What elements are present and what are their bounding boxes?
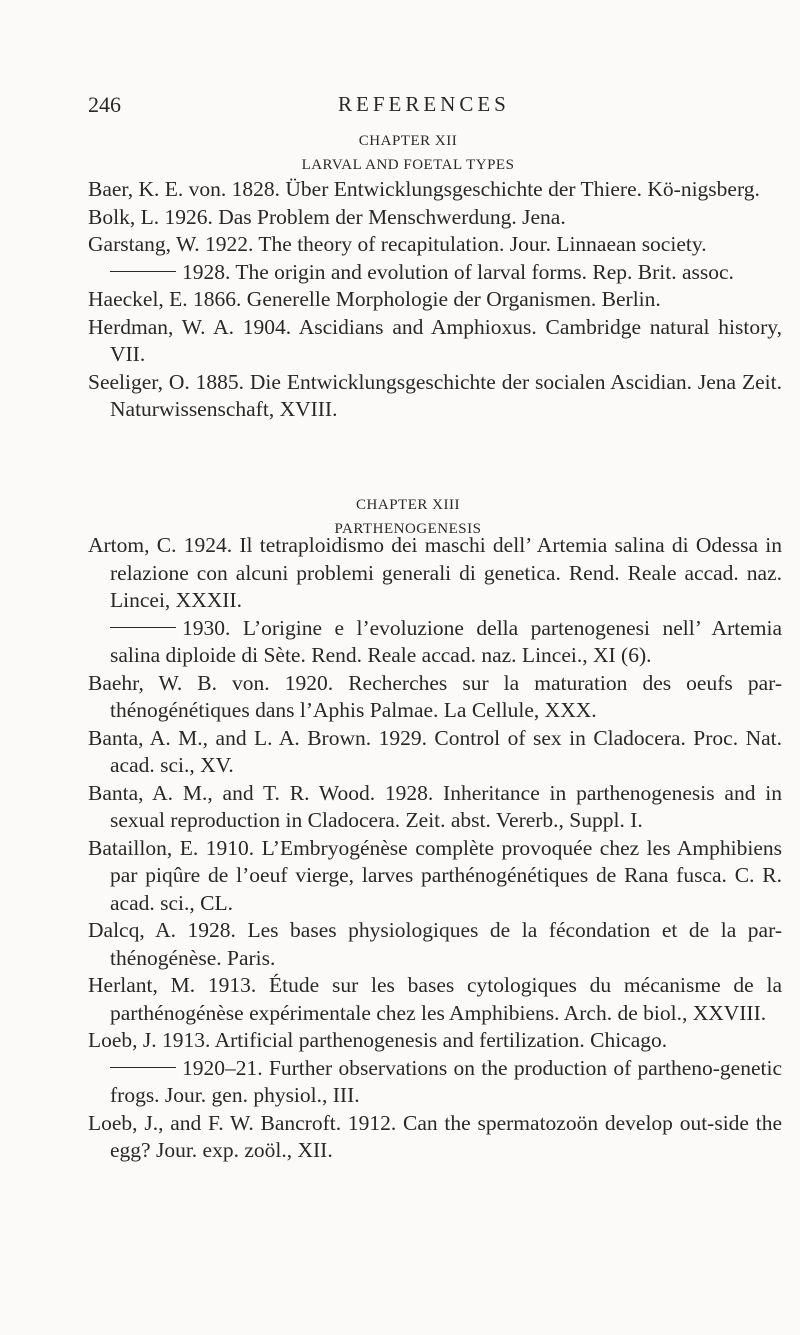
ditto-dash xyxy=(110,271,176,272)
reference-entry xyxy=(88,615,782,670)
reference-entry: Loeb, J., and F. W. Bancroft. 1912. Can the spermatozoön develop out-side the egg? Jour. exp. zoöl., XII. xyxy=(88,1110,782,1162)
reference-entry: Haeckel, E. 1866. Generelle Morphologie der Organismen. Berlin. xyxy=(88,287,661,311)
reference-entry: Herlant, M. 1913. Étude sur les bases cytologiques du mécanisme de la parthénogénèse expérimentale chez les Amphibiens. Arch. de biol., XXVIII. xyxy=(88,973,782,1025)
reference-entry xyxy=(88,1055,782,1110)
ditto-dash xyxy=(110,627,176,628)
chapter-title: PARTHENOGENESIS xyxy=(334,521,482,537)
reference-entry: Bataillon, E. 1910. L’Embryogénèse complète provoquée chez les Amphibiens par piqûre de l’oeuf vierge, larves parthénogénétiques de Rana fusca. C. R. acad. sci., CL. xyxy=(88,835,782,915)
reference-entry: Banta, A. M., and L. A. Brown. 1929. Control of sex in Cladocera. Proc. Nat. acad. sci., XV. xyxy=(88,725,782,777)
page-header xyxy=(88,92,728,126)
reference-text: 1920–21. Further observations on the production of partheno-genetic frogs. Jour. gen. physiol., III. xyxy=(110,1055,782,1107)
reference-list-xiii xyxy=(88,532,782,1165)
page-number: 246 xyxy=(88,92,121,117)
reference-entry: Dalcq, A. 1928. Les bases physiologiques de la fécondation et de la par-thénogénèse. Paris. xyxy=(88,918,782,970)
chapter-heading-xii xyxy=(88,130,728,178)
reference-entry: Garstang, W. 1922. The theory of recapitulation. Jour. Linnaean society. xyxy=(88,232,707,256)
running-title: REFERENCES xyxy=(338,92,510,116)
reference-entry: Seeliger, O. 1885. Die Entwicklungsgeschichte der socialen Ascidian. Jena Zeit. Naturwissenschaft, XVIII. xyxy=(88,369,782,421)
reference-list-xii xyxy=(88,176,782,424)
chapter-title: LARVAL AND FOETAL TYPES xyxy=(301,157,515,173)
reference-entry: Baer, K. E. von. 1828. Über Entwicklungsgeschichte der Thiere. Kö-nigsberg. xyxy=(88,177,760,201)
reference-text: 1928. The origin and evolution of larval forms. Rep. Brit. assoc. xyxy=(182,259,734,284)
reference-entry: Banta, A. M., and T. R. Wood. 1928. Inheritance in parthenogenesis and in sexual reproduction in Cladocera. Zeit. abst. Vererb., Suppl. I. xyxy=(88,780,782,832)
chapter-number: CHAPTER XIII xyxy=(356,497,460,513)
reference-entry: Herdman, W. A. 1904. Ascidians and Amphioxus. Cambridge natural history, VII. xyxy=(88,314,782,366)
ditto-dash xyxy=(110,1067,176,1068)
reference-entry: Artom, C. 1924. Il tetraploidismo dei maschi dell’ Artemia salina di Odessa in relazione con alcuni problemi generali di genetica. Rend. Reale accad. naz. Lincei, XXXII. xyxy=(88,533,782,612)
reference-text: 1930. L’origine e l’evoluzione della partenogenesi nell’ Artemia salina diploide di Sète. Rend. Reale accad. naz. Lincei., XI (6). xyxy=(110,615,782,667)
reference-entry: Bolk, L. 1926. Das Problem der Menschwerdung. Jena. xyxy=(88,204,566,229)
reference-entry: Loeb, J. 1913. Artificial parthenogenesis and fertilization. Chicago. xyxy=(88,1028,668,1052)
chapter-number: CHAPTER XII xyxy=(358,133,458,149)
reference-entry xyxy=(88,259,782,287)
reference-entry: Baehr, W. B. von. 1920. Recherches sur la maturation des oeufs par-thénogénétiques dans l’Aphis Palmae. La Cellule, XXX. xyxy=(88,670,782,722)
